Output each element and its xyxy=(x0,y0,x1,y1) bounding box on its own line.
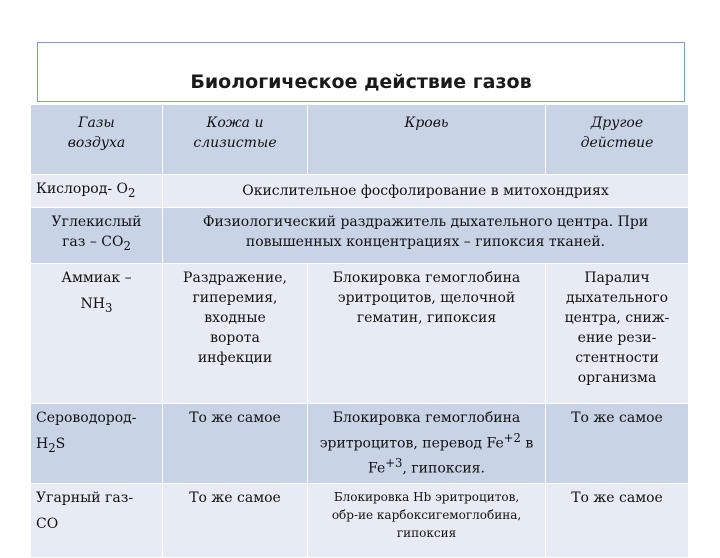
gas-name-line: Аммиак – xyxy=(61,269,132,286)
cell-line: гипоксия xyxy=(396,526,457,541)
cell-text: То же самое xyxy=(571,409,663,426)
co2-effect-line: повышенных концентрациях – гипоксия тканей. xyxy=(245,233,606,250)
table-row-co2 xyxy=(31,207,689,263)
page-title: Биологическое действие газов xyxy=(190,71,532,93)
table-row-co xyxy=(31,484,689,558)
gas-name-line xyxy=(36,232,157,256)
gas-cell-oxygen xyxy=(31,175,163,208)
oxygen-effect-cell xyxy=(163,175,689,208)
cell-line: организма xyxy=(577,369,657,386)
gas-name: NH xyxy=(80,295,106,312)
co2-effect-cell xyxy=(163,207,689,263)
header-other-line: действие xyxy=(580,135,654,151)
cell-line: Блокировка гемоглобина xyxy=(332,269,521,286)
cell-line: стентности xyxy=(575,349,659,366)
cell-text: Fe xyxy=(368,461,386,478)
header-row xyxy=(31,105,689,175)
superscript: +3 xyxy=(385,456,403,471)
co-blood-cell xyxy=(308,484,546,558)
gas-cell-co2 xyxy=(31,207,163,263)
gas-cell-h2s xyxy=(31,403,163,483)
co-skin-cell xyxy=(163,484,308,558)
cell-text: эритроцитов, перевод Fe xyxy=(319,435,504,452)
cell-line: инфекции xyxy=(197,349,273,366)
gas-subscript: 2 xyxy=(48,440,56,455)
header-gas xyxy=(31,105,163,175)
header-gas-line: воздуха xyxy=(67,135,126,151)
header-skin-line: Кожа и xyxy=(206,115,264,131)
cell-line: Раздражение, xyxy=(183,269,287,286)
cell-line xyxy=(313,453,540,479)
gas-name: газ – СО xyxy=(62,233,124,250)
co-other-cell xyxy=(546,484,689,558)
oxygen-effect: Окислительное фосфолирование в митохондриях xyxy=(242,182,609,199)
cell-line: ение рези- xyxy=(577,329,657,346)
ammonia-skin-cell xyxy=(163,263,308,403)
gas-name-line xyxy=(36,294,157,318)
gas-name-line: Угарный газ- xyxy=(36,490,134,507)
header-other-line: Другое xyxy=(590,115,644,131)
ammonia-other-cell xyxy=(546,263,689,403)
header-skin xyxy=(163,105,308,175)
cell-text: , гипоксия. xyxy=(402,461,485,478)
gas-name: H xyxy=(36,435,49,452)
h2s-other-cell xyxy=(546,403,689,483)
cell-line: входные xyxy=(204,309,266,326)
cell-line: эритроцитов, щелочной xyxy=(337,289,516,306)
header-other xyxy=(546,105,689,175)
header-skin-line: слизистые xyxy=(193,135,277,151)
gas-subscript: 2 xyxy=(128,185,136,200)
gas-cell-co xyxy=(31,484,163,558)
cell-line: обр-ие карбоксигемоглобина, xyxy=(331,508,522,523)
table-row-ammonia xyxy=(31,263,689,403)
ammonia-blood-cell xyxy=(308,263,546,403)
title-box xyxy=(37,42,685,102)
header-gas-line: Газы xyxy=(78,115,115,131)
superscript: +2 xyxy=(503,430,521,445)
header-blood xyxy=(308,105,546,175)
gas-name: S xyxy=(55,435,66,452)
h2s-skin-cell xyxy=(163,403,308,483)
gas-subscript: 3 xyxy=(105,300,113,315)
cell-line: гиперемия, xyxy=(192,289,278,306)
cell-text: То же самое xyxy=(189,409,281,426)
header-blood-line: Кровь xyxy=(404,115,449,131)
cell-text: в xyxy=(520,435,534,452)
cell-line: центра, сниж- xyxy=(564,309,670,326)
cell-text: То же самое xyxy=(189,490,281,507)
gases-table xyxy=(30,104,689,558)
cell-line xyxy=(313,428,540,454)
gas-name-line: Сероводород- xyxy=(36,409,137,426)
cell-line: Блокировка Hb эритроцитов, xyxy=(333,490,520,505)
cell-line: Блокировка гемоглобина xyxy=(332,409,521,426)
table-row-oxygen xyxy=(31,175,689,208)
cell-line: ворота xyxy=(210,329,260,346)
gas-name: Кислород- О xyxy=(36,181,128,197)
gas-subscript: 2 xyxy=(123,238,131,253)
cell-line: дыхательного xyxy=(565,289,669,306)
cell-line: Паралич xyxy=(584,269,650,286)
table-row-h2s xyxy=(31,403,689,483)
co2-effect-line: Физиологический раздражитель дыхательного центра. При xyxy=(202,213,649,230)
gas-name-line: Углекислый xyxy=(51,213,142,230)
cell-text: То же самое xyxy=(571,490,663,507)
gas-name-line xyxy=(36,434,157,458)
gas-name-line: СО xyxy=(36,516,59,533)
h2s-blood-cell xyxy=(308,403,546,483)
gas-cell-ammonia xyxy=(31,263,163,403)
cell-line: гематин, гипоксия xyxy=(356,309,497,326)
